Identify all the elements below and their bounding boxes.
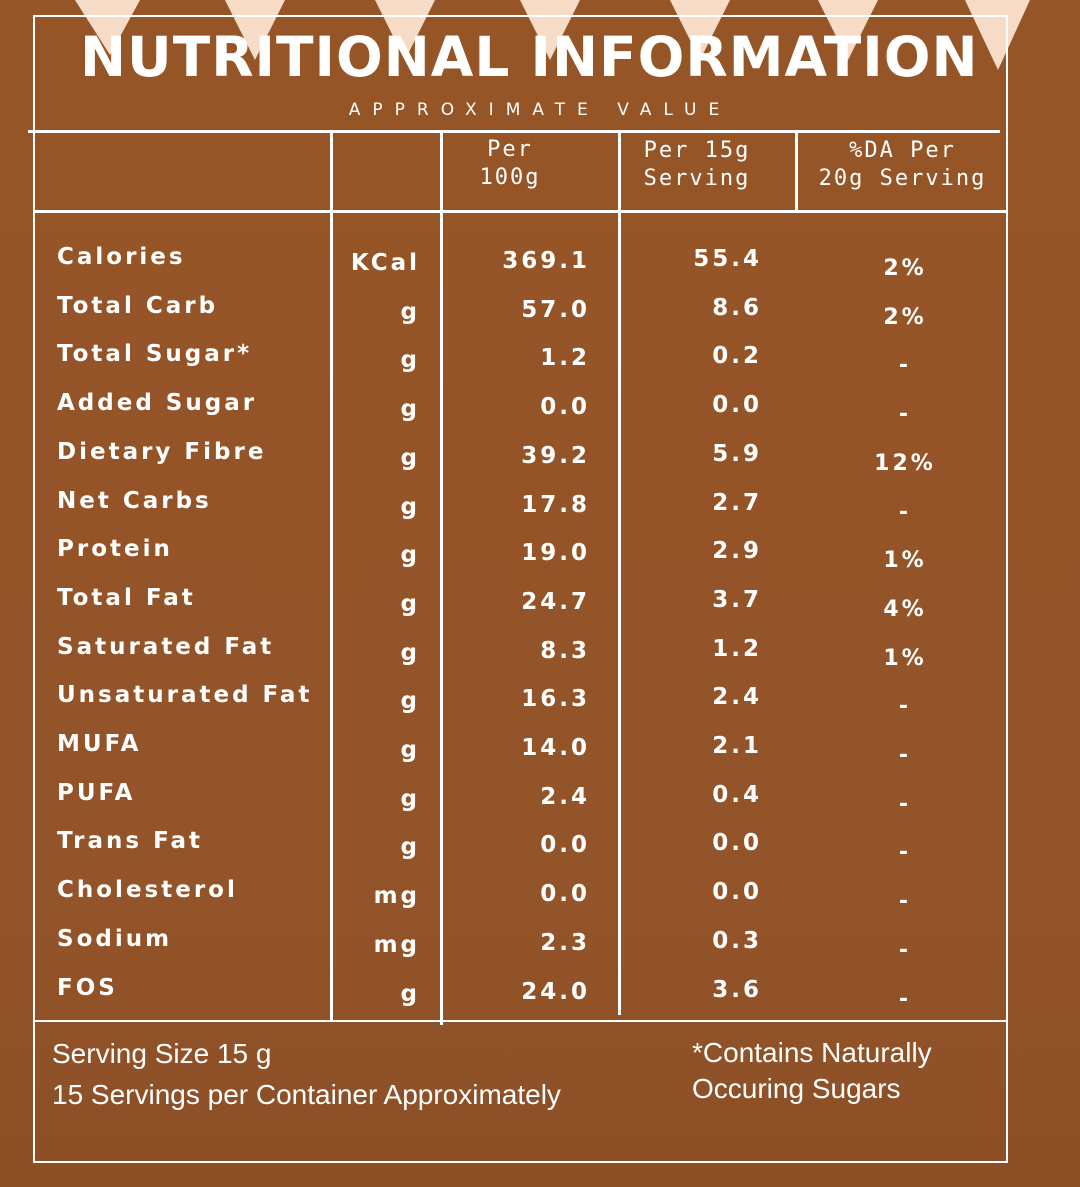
row-per-15g: 2.4 [712, 684, 762, 711]
row-name: Calories [57, 244, 186, 270]
header-divider-bottom [33, 210, 1008, 213]
row-per-100g: 369.1 [502, 248, 590, 274]
sugar-note-line: *Contains Naturally [692, 1037, 932, 1068]
servings-per-container: 15 Servings per Container Approximately [52, 1079, 561, 1110]
row-percent-da: - [898, 986, 912, 1012]
row-name: FOS [57, 974, 118, 1001]
row-per-100g: 0.0 [540, 394, 590, 421]
row-unit: g [400, 347, 420, 374]
row-per-15g: 0.0 [712, 830, 762, 857]
row-per-100g: 8.3 [540, 637, 590, 664]
row-name: Net Carbs [57, 487, 212, 514]
row-unit: g [400, 396, 420, 423]
column-header-line: Per [487, 137, 533, 162]
row-per-15g: 2.7 [712, 489, 762, 516]
row-name: Saturated Fat [57, 633, 275, 660]
row-percent-da: 1% [883, 548, 927, 574]
row-per-100g: 2.3 [540, 929, 590, 956]
row-percent-da: - [898, 402, 912, 428]
column-divider [440, 130, 443, 1025]
row-unit: g [400, 639, 420, 666]
row-per-100g: 0.0 [540, 881, 590, 908]
row-percent-da: 4% [883, 596, 927, 622]
row-per-15g: 0.0 [712, 879, 762, 906]
page-title: NUTRITIONAL INFORMATION [80, 25, 979, 89]
serving-info [52, 1035, 561, 1114]
row-name: Added Sugar [57, 390, 258, 417]
row-per-100g: 0.0 [540, 832, 590, 859]
column-header-per100 [445, 136, 575, 192]
row-percent-da: 2% [883, 304, 927, 330]
row-unit: g [400, 542, 420, 569]
column-header-line: %DA Per [849, 138, 956, 163]
row-per-15g: 5.9 [712, 440, 762, 467]
serving-size: Serving Size 15 g [52, 1038, 272, 1069]
row-per-100g: 1.2 [540, 345, 590, 372]
row-unit: g [400, 444, 420, 471]
row-percent-da: 12% [874, 450, 936, 476]
row-name: Protein [57, 536, 173, 563]
row-per-100g: 24.0 [521, 978, 590, 1005]
row-per-100g: 57.0 [521, 296, 590, 323]
column-header-line: Serving [643, 166, 751, 191]
row-per-15g: 2.1 [712, 733, 762, 759]
column-header-line: Per 15g [643, 138, 751, 163]
row-per-100g: 17.8 [521, 491, 590, 518]
row-name: Cholesterol [57, 877, 238, 904]
sugar-note [692, 1035, 932, 1107]
row-unit: g [400, 737, 420, 763]
row-per-15g: 3.6 [712, 976, 762, 1003]
column-header-line: 100g [479, 165, 541, 190]
row-percent-da: - [898, 694, 912, 720]
row-per-15g: 0.4 [712, 781, 762, 808]
row-percent-da: - [898, 353, 912, 379]
row-name: Total Carb [57, 292, 219, 319]
row-per-15g: 0.2 [712, 343, 762, 370]
row-percent-da: - [898, 937, 912, 963]
row-per-15g: 55.4 [693, 246, 762, 272]
row-per-15g: 2.9 [712, 538, 762, 565]
row-unit: g [400, 493, 420, 520]
row-percent-da: - [898, 889, 912, 915]
row-unit: g [400, 980, 420, 1007]
column-divider [795, 130, 798, 212]
row-per-100g: 19.0 [521, 540, 590, 567]
row-per-100g: 16.3 [521, 686, 590, 713]
column-divider [618, 130, 621, 1015]
row-percent-da: - [898, 791, 912, 817]
row-per-100g: 14.0 [521, 735, 590, 761]
row-name: Total Fat [57, 584, 196, 611]
row-unit: KCal [350, 250, 420, 276]
row-name: Sodium [57, 925, 173, 952]
row-name: Unsaturated Fat [57, 682, 313, 709]
row-per-15g: 0.3 [712, 927, 762, 954]
row-unit: g [400, 590, 420, 617]
row-name: Total Sugar* [57, 341, 253, 368]
row-name: Dietary Fibre [57, 438, 267, 465]
row-unit: g [400, 298, 420, 325]
row-per-15g: 8.6 [712, 294, 762, 321]
row-per-100g: 2.4 [540, 783, 590, 810]
row-per-15g: 0.0 [712, 392, 762, 419]
row-unit: g [400, 785, 420, 812]
page-subtitle: APPROXIMATE VALUE [348, 100, 732, 120]
column-header-da [800, 137, 1005, 193]
column-header-line: 20g Serving [818, 166, 987, 191]
column-divider [330, 130, 333, 1020]
row-percent-da: 1% [883, 645, 927, 671]
row-percent-da: - [898, 743, 912, 768]
row-percent-da: 2% [883, 256, 927, 281]
sugar-note-line: Occuring Sugars [692, 1073, 901, 1104]
row-per-15g: 3.7 [712, 586, 762, 613]
row-percent-da: - [898, 840, 912, 866]
row-unit: mg [373, 931, 420, 958]
column-header-per15 [622, 137, 772, 193]
header-divider-top [28, 130, 1000, 133]
row-unit: g [400, 834, 420, 861]
row-per-100g: 24.7 [521, 588, 590, 615]
row-per-100g: 39.2 [521, 442, 590, 469]
row-name: MUFA [57, 731, 142, 757]
row-name: PUFA [57, 779, 136, 806]
row-unit: g [400, 688, 420, 715]
row-per-15g: 1.2 [712, 635, 762, 662]
row-name: Trans Fat [57, 828, 203, 855]
row-unit: mg [373, 883, 420, 910]
row-percent-da: - [898, 499, 912, 525]
